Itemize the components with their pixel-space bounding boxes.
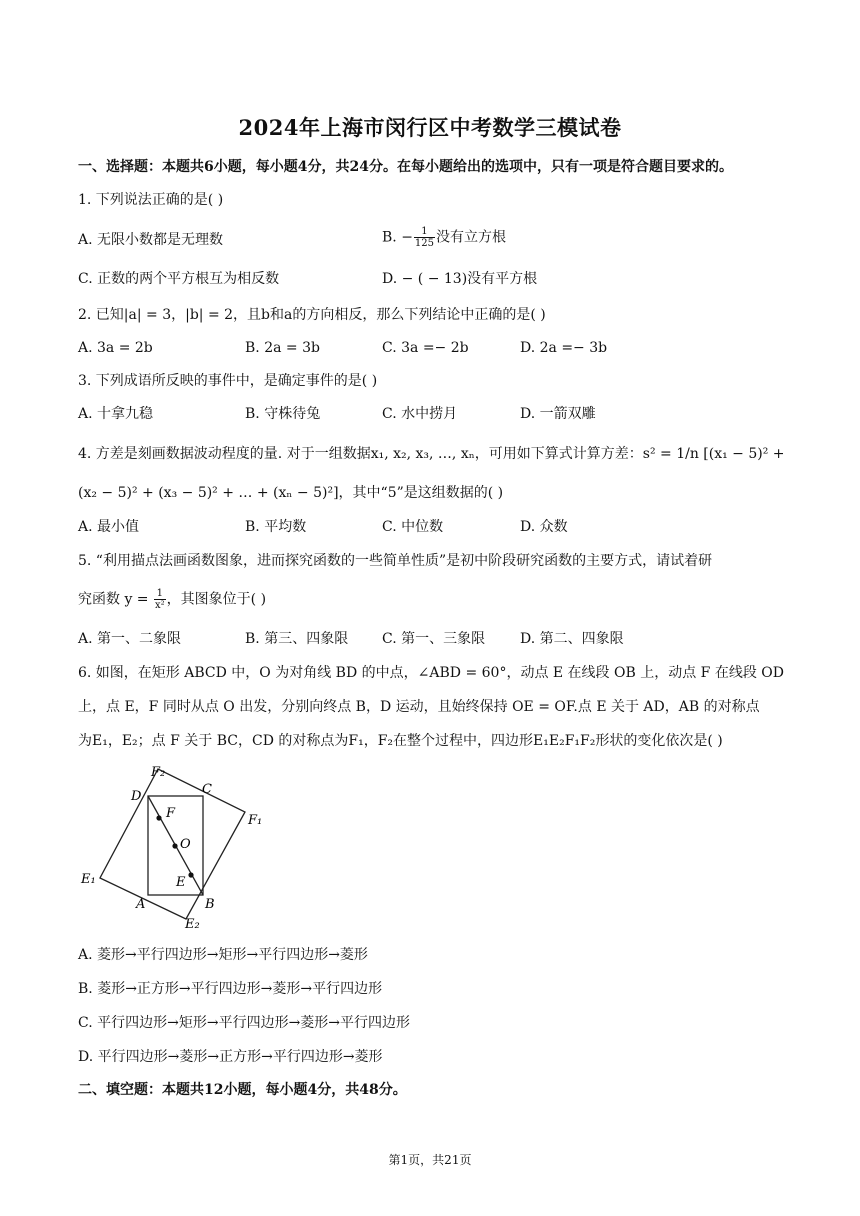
q5-option-a: A. 第一、二象限 xyxy=(78,631,182,647)
quadrilateral-e1e2f1f2 xyxy=(100,769,245,919)
q1-option-d: D. − ( − 13)没有平方根 xyxy=(382,271,538,287)
q1-option-a: A. 无限小数都是无理数 xyxy=(78,232,224,248)
label-f2: F₂ xyxy=(151,765,166,780)
q2-stem: 2. 已知|a| = 3，|b| = 2，且b和a的方向相反，那么下列结论中正确的是( ) xyxy=(78,307,546,323)
label-f1: F₁ xyxy=(248,813,263,828)
q1-option-b-denominator: 125 xyxy=(414,238,435,249)
q4-line-1: 4. 方差是刻画数据波动程度的量. 对于一组数据x₁, x₂, x₃, …, xₙ，可用如下算式计算方差：s² = 1/n [(x₁ − 5)² + xyxy=(78,446,785,462)
point-f xyxy=(156,815,161,820)
label-o: O xyxy=(180,837,191,852)
label-c: C xyxy=(202,782,212,797)
q2-option-c: C. 3a =− 2b xyxy=(382,340,469,356)
q6-line-2: 上，点 E，F 同时从点 O 出发，分别向终点 B，D 运动，且始终保持 OE = OF.点 E 关于 AD，AB 的对称点 xyxy=(78,699,760,715)
q3-option-a: A. 十拿九稳 xyxy=(78,406,154,422)
q5-denominator: x² xyxy=(155,600,165,611)
q3-option-b: B. 守株待兔 xyxy=(245,406,321,422)
q6-option-d: D. 平行四边形→菱形→正方形→平行四边形→菱形 xyxy=(78,1049,383,1065)
q6-line-3: 为E₁，E₂；点 F 关于 BC，CD 的对称点为F₁，F₂在整个过程中，四边形E₁E₂F₁F₂形状的变化依次是( ) xyxy=(78,733,723,749)
q6-option-b: B. 菱形→正方形→平行四边形→菱形→平行四边形 xyxy=(78,981,383,997)
q5-option-b: B. 第三、四象限 xyxy=(245,631,349,647)
q1-stem: 1. 下列说法正确的是( ) xyxy=(78,192,224,208)
point-e xyxy=(188,872,193,877)
q5-fraction xyxy=(154,588,166,611)
q3-stem: 3. 下列成语所反映的事件中，是确定事件的是( ) xyxy=(78,373,378,389)
q2-option-a: A. 3a = 2b xyxy=(78,340,153,356)
page-footer: 第1页，共21页 xyxy=(388,1153,472,1167)
page-title: 2024年上海市闵行区中考数学三模试卷 xyxy=(238,115,622,140)
label-e: E xyxy=(176,875,186,890)
section-2-heading: 二、填空题：本题共12小题，每小题4分，共48分。 xyxy=(78,1082,407,1098)
q4-line-2: (x₂ − 5)² + (x₃ − 5)² + … + (xₙ − 5)²]，其中“5”是这组数据的( ) xyxy=(78,485,504,501)
q4-option-b: B. 平均数 xyxy=(245,519,307,535)
label-f: F xyxy=(166,806,176,821)
q4-option-a: A. 最小值 xyxy=(78,519,140,535)
q2-option-b: B. 2a = 3b xyxy=(245,340,320,356)
q5-line-2-prefix: 究函数 y = xyxy=(78,591,149,608)
q1-option-b-suffix: 没有立方根 xyxy=(436,229,507,246)
q6-line-1: 6. 如图，在矩形 ABCD 中，O 为对角线 BD 的中点，∠ABD = 60°，动点 E 在线段 OB 上，动点 F 在线段 OD xyxy=(78,665,784,681)
geometry-figure xyxy=(78,762,278,932)
q5-option-c: C. 第一、三象限 xyxy=(382,631,486,647)
q1-option-c: C. 正数的两个平方根互为相反数 xyxy=(78,271,280,287)
label-a: A xyxy=(136,897,146,912)
q4-option-d: D. 众数 xyxy=(520,519,568,535)
q4-option-c: C. 中位数 xyxy=(382,519,444,535)
q3-option-d: D. 一箭双雕 xyxy=(520,406,596,422)
q3-option-c: C. 水中捞月 xyxy=(382,406,458,422)
q5-line-1: 5. “利用描点法画函数图象，进而探究函数的一些简单性质”是初中阶段研究函数的主要方式，请试着研 xyxy=(78,553,713,569)
q6-option-c: C. 平行四边形→矩形→平行四边形→菱形→平行四边形 xyxy=(78,1015,411,1031)
point-o xyxy=(172,843,177,848)
q2-option-d: D. 2a =− 3b xyxy=(520,340,608,356)
q5-line-2-suffix: ，其图象位于( ) xyxy=(166,591,267,608)
label-b: B xyxy=(205,897,215,912)
q1-option-b-numerator: 1 xyxy=(414,226,435,238)
q1-option-b-fraction xyxy=(414,226,435,249)
section-1-heading: 一、选择题：本题共6小题，每小题4分，共24分。在每小题给出的选项中，只有一项是符合题目要求的。 xyxy=(78,159,733,175)
label-d: D xyxy=(131,789,142,804)
q6-option-a: A. 菱形→平行四边形→矩形→平行四边形→菱形 xyxy=(78,947,368,963)
q1-option-b xyxy=(382,226,506,249)
q5-line-2 xyxy=(78,588,266,611)
q1-option-b-prefix: B. − xyxy=(382,229,413,246)
label-e2: E₂ xyxy=(185,917,200,932)
label-e1: E₁ xyxy=(81,872,96,887)
q5-numerator: 1 xyxy=(154,588,166,600)
q5-option-d: D. 第二、四象限 xyxy=(520,631,624,647)
